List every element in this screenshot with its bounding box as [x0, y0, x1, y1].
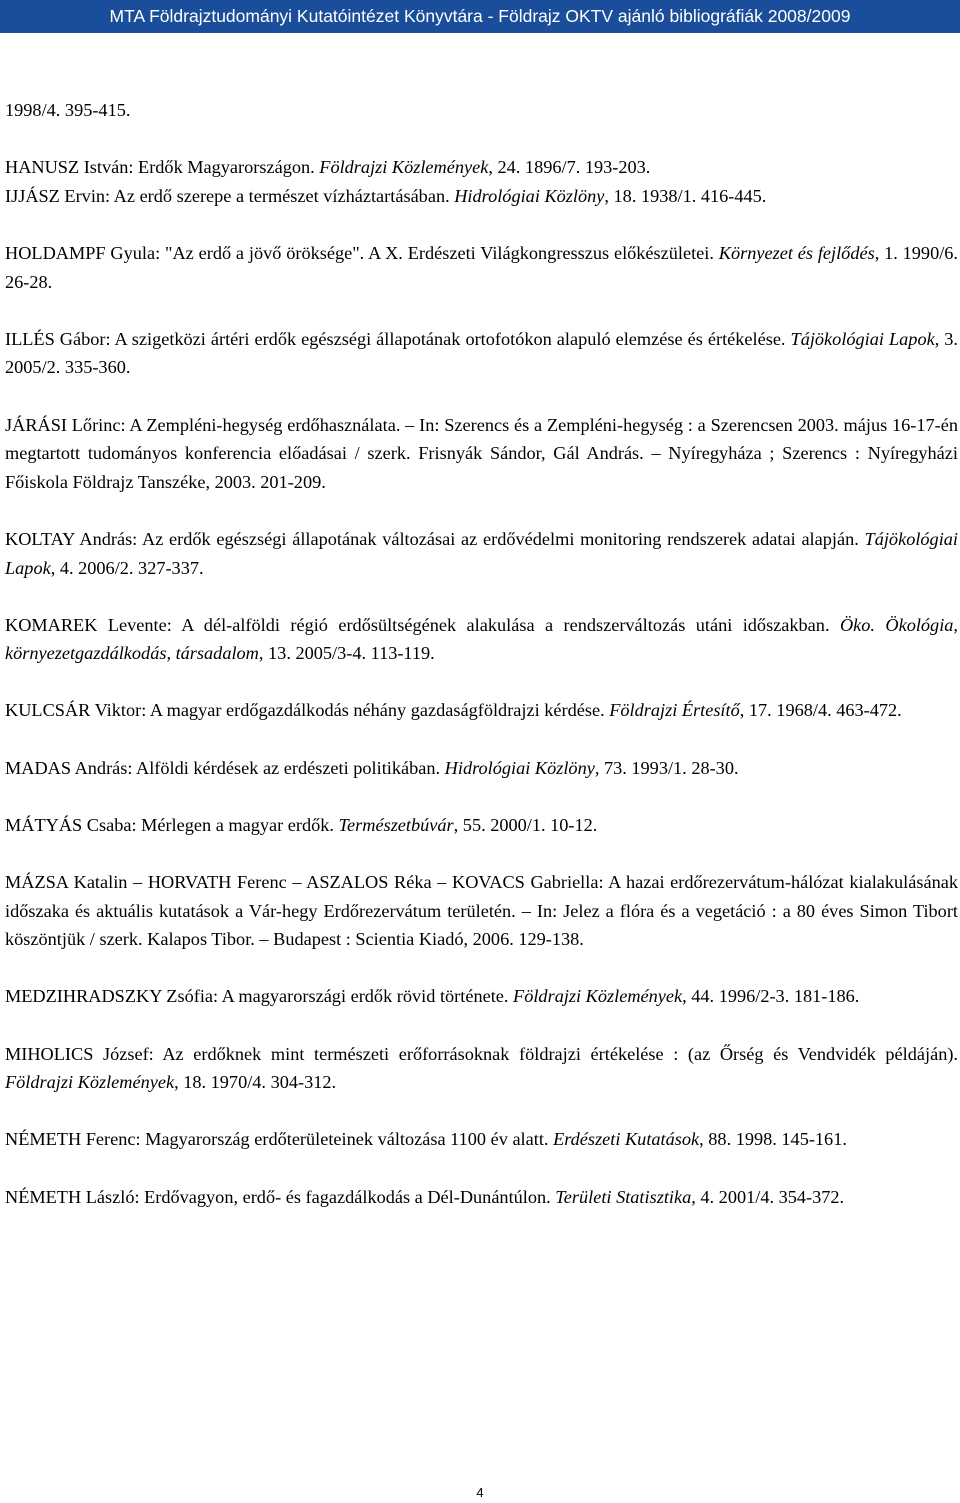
continued-entry-text: 1998/4. 395-415. — [5, 100, 131, 120]
list-item: MÁZSA Katalin – HORVATH Ferenc – ASZALOS Réka – KOVACS Gabriella: A hazai erdőrezervátum-hálózat kialakulásának időszaka és aktuális kutatások a Vár-hegy Erdőrezervátum területén. – In: Jelez a flóra és a vegetáció : a 80 éves Simon Tibort köszöntjük / szerk. Kalapos Tibor. – Budapest : Scientia Kiadó, 2006. 129-138. — [5, 872, 958, 950]
list-item: MADAS András: Alföldi kérdések az erdészeti politikában. Hidrológiai Közlöny, 73. 1993/1. 28-30. — [5, 757, 739, 778]
list-item: KOLTAY András: Az erdők egészségi állapotának változásai az erdővédelmi monitoring rendszerek adatai alapján. Tájökológiai Lapok, 4. 2006/2. 327-337. — [5, 528, 958, 578]
page-header-title: MTA Földrajztudományi Kutatóintézet Könyvtára - Földrajz OKTV ajánló bibliográfiák 2008/2009 — [0, 0, 960, 33]
list-item: HOLDAMPF Gyula: "Az erdő a jövő öröksége". A X. Erdészeti Világkongresszus előkészületei. Környezet és fejlődés, 1. 1990/6. 26-28. — [5, 242, 958, 292]
list-item: NÉMETH László: Erdővagyon, erdő- és fagazdálkodás a Dél-Dunántúlon. Területi Statisztika, 4. 2001/4. 354-372. — [5, 1186, 845, 1207]
list-item: JÁRÁSI Lőrinc: A Zempléni-hegység erdőhasználata. – In: Szerencs és a Zempléni-hegység : a Szerencsen 2003. május 16-17-én megtartott tudományos konferencia előadásai / szerk. Frisnyák Sándor, Gál András. – Nyíregyháza ; Szerencs : Nyíregyházi Főiskola Földrajz Tanszéke, 2003. 201-209. — [5, 414, 958, 492]
list-item: MÁTYÁS Csaba: Mérlegen a magyar erdők. Természetbúvár, 55. 2000/1. 10-12. — [5, 814, 598, 835]
bibliography-list — [5, 96, 958, 1240]
list-item: KOMAREK Levente: A dél-alföldi régió erdősültségének alakulása a rendszerváltozás utáni időszakban. Öko. Ökológia, környezetgazdálkodás, társadalom, 13. 2005/3-4. 113-119. — [5, 614, 958, 664]
list-item: MIHOLICS József: Az erdőknek mint természeti erőforrásoknak földrajzi értékelése : (az Őrség és Vendvidék példáján). Földrajzi Közlemények, 18. 1970/4. 304-312. — [5, 1043, 958, 1093]
list-item: IJJÁSZ Ervin: Az erdő szerepe a természet vízháztartásában. Hidrológiai Közlöny, 18. 1938/1. 416-445. — [5, 185, 767, 206]
page-number: 4 — [476, 1485, 484, 1500]
list-item: NÉMETH Ferenc: Magyarország erdőterületeinek változása 1100 év alatt. Erdészeti Kutatások, 88. 1998. 145-161. — [5, 1129, 847, 1150]
list-item: ILLÉS Gábor: A szigetközi ártéri erdők egészségi állapotának ortofotókon alapuló elemzése és értékelése. Tájökológiai Lapok, 3. 2005/2. 335-360. — [5, 328, 959, 378]
list-item: KULCSÁR Viktor: A magyar erdőgazdálkodás néhány gazdaságföldrajzi kérdése. Földrajzi Értesítő, 17. 1968/4. 463-472. — [5, 700, 902, 721]
list-item: HANUSZ István: Erdők Magyarországon. Földrajzi Közlemények, 24. 1896/7. 193-203. — [5, 157, 651, 178]
list-item: MEDZIHRADSZKY Zsófia: A magyarországi erdők rövid története. Földrajzi Közlemények, 44. 1996/2-3. 181-186. — [5, 986, 860, 1007]
